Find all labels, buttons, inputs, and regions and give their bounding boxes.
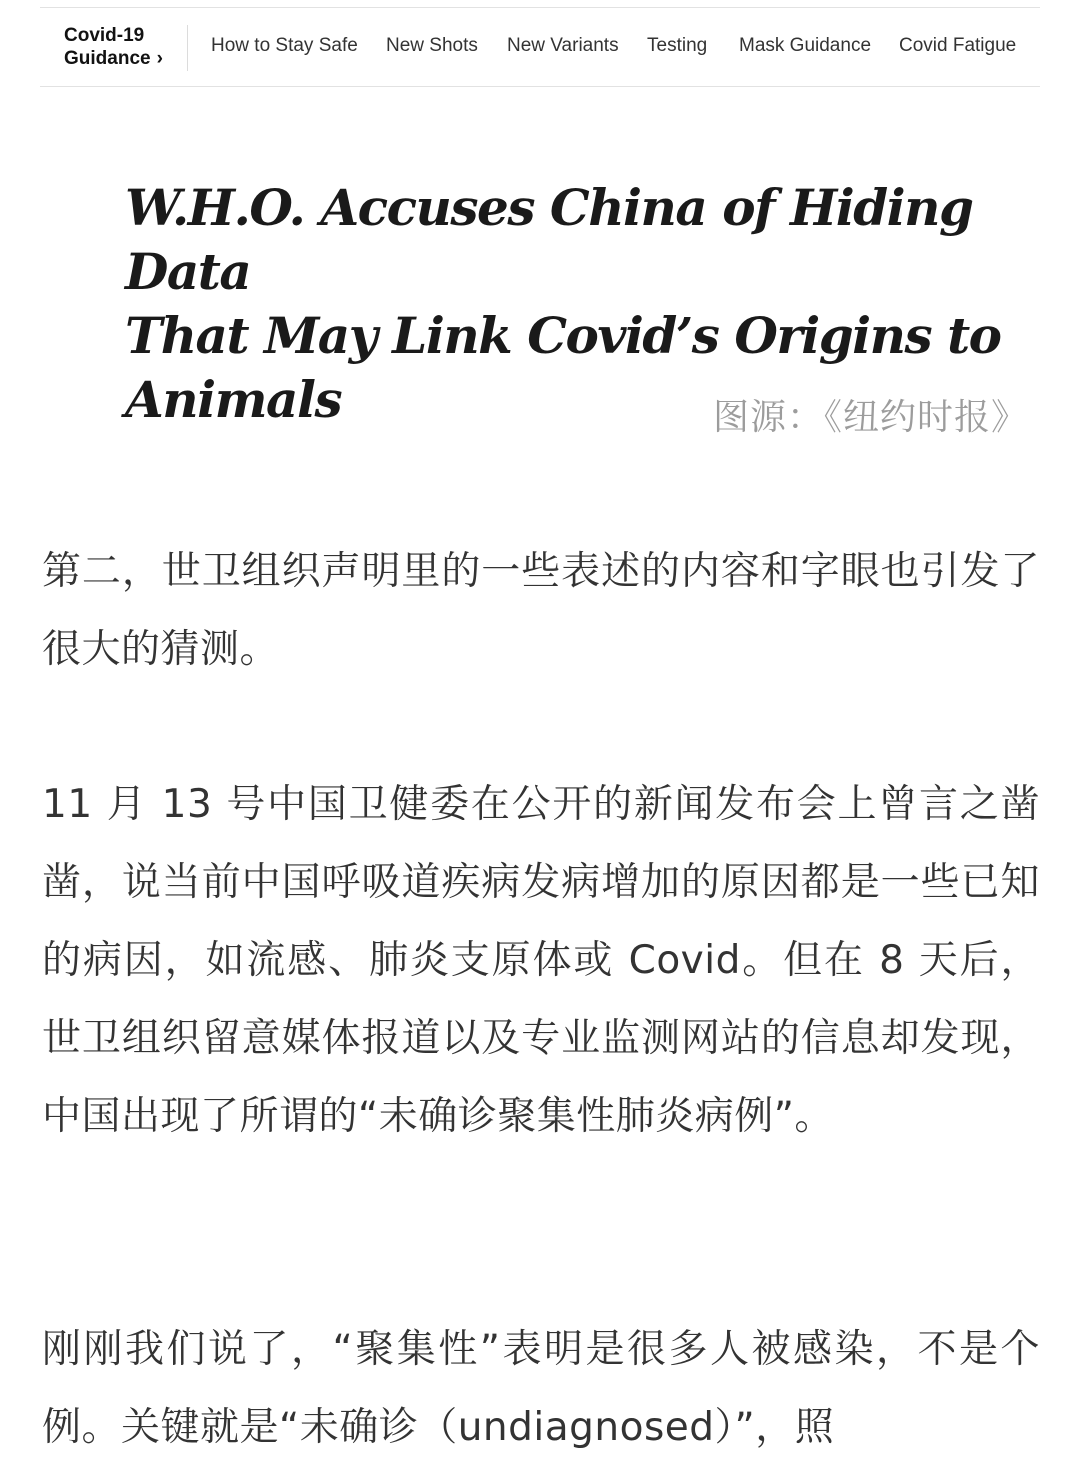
chevron-right-icon: › [156,48,163,69]
headline-line: Animals [125,370,342,429]
nav-item-covid-fatigue[interactable]: Covid Fatigue [899,35,1017,56]
article-paragraph: 11 月 13 号中国卫健委在公开的新闻发布会上曾言之凿凿，说当前中国呼吸道疾病发病增加的原因都是一些已知的病因，如流感、肺炎支原体或 Covid。但在 8 天后，世卫组织留意媒体报道以及专业监测网站的信息却发现，中国出现了所谓的“未确诊聚集性肺炎病例”。 [42,782,1040,1139]
article-paragraph: 刚刚我们说了，“聚集性”表明是很多人被感染，不是个例。关键就是“未确诊（undiagnosed）”，照 [42,1327,1040,1450]
headline-line: That May Link Covid’s Origins to [125,306,1001,365]
covid-guidance-link[interactable] [64,24,163,70]
guidance-title-line1: Covid-19 [64,25,145,46]
guidance-title-line2: Guidance [64,48,151,69]
nav-item-mask-guidance[interactable]: Mask Guidance [739,35,872,56]
article-paragraph: 第二，世卫组织声明里的一些表述的内容和字眼也引发了很大的猜测。 [42,549,1040,672]
nav-divider [187,25,188,71]
nav-item-how-to-stay-safe[interactable]: How to Stay Safe [211,35,358,56]
headline-line: W.H.O. Accuses China of Hiding Data [125,178,973,301]
nav-item-new-shots[interactable]: New Shots [386,35,478,56]
nav-item-testing[interactable]: Testing [647,35,708,56]
covid-guidance-bar [40,7,1040,87]
image-source-caption: 图源：《纽约时报》 [712,397,1028,438]
nav-item-new-variants[interactable]: New Variants [507,35,619,56]
